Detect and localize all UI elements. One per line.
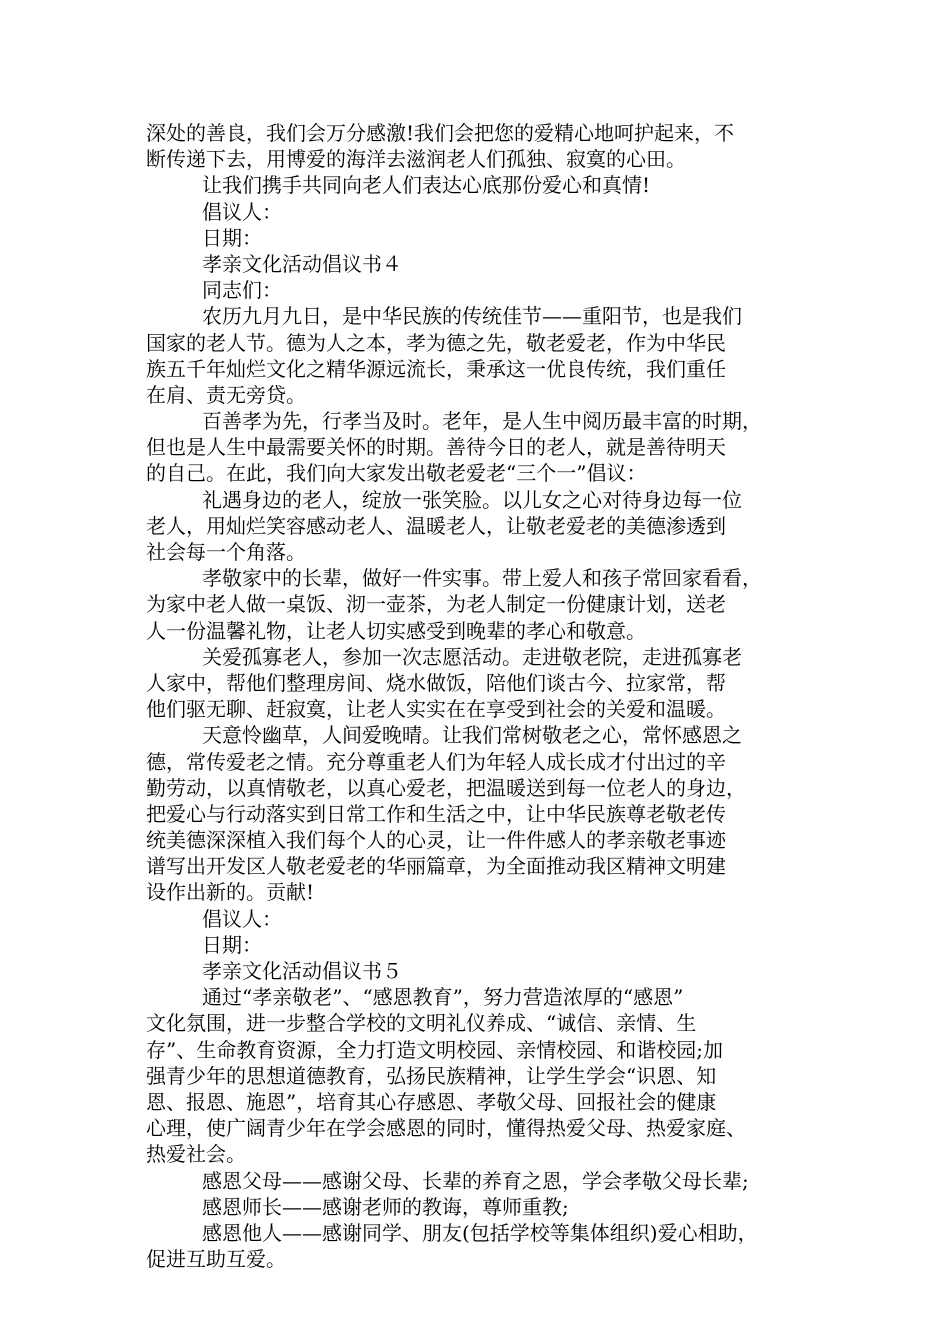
text-line: 强青少年的思想道德教育，弘扬民族精神，让学生学会“识恩、知	[146, 1063, 717, 1088]
text-line: 人一份温馨礼物，让老人切实感受到晚辈的孝心和敬意。	[146, 618, 646, 643]
text-line: 勤劳动，以真情敬老，以真心爱老，把温暖送到每一位老人的身边，	[146, 775, 746, 800]
text-line: 感恩他人——感谢同学、朋友(包括学校等集体组织)爱心相助，	[202, 1220, 758, 1245]
text-line: 农历九月九日，是中华民族的传统佳节——重阳节，也是我们	[202, 304, 742, 329]
text-line: 族五千年灿烂文化之精华源远流长，秉承这一优良传统，我们重任	[146, 356, 726, 381]
text-line: 恩、报恩、施恩”，培育其心存感恩、孝敬父母、回报社会的健康	[146, 1089, 717, 1114]
text-line: 文化氛围，进一步整合学校的文明礼仪养成、“诚信、亲情、生	[146, 1011, 697, 1036]
text-line: 促进互助互爱。	[146, 1247, 286, 1272]
text-line: 统美德深深植入我们每个人的心灵，让一件件感人的孝亲敬老事迹	[146, 828, 726, 853]
text-line: 感恩师长——感谢老师的教诲，尊师重教;	[202, 1194, 569, 1219]
text-line: 日期：	[202, 225, 262, 250]
text-line: 倡议人：	[202, 906, 282, 931]
text-line: 的自己。在此，我们向大家发出敬老爱老“三个一”倡议：	[146, 461, 647, 486]
text-line: 老人，用灿烂笑容感动老人、温暖老人，让敬老爱老的美德渗透到	[146, 513, 726, 538]
text-line: 他们驱无聊、赶寂寞，让老人实实在在享受到社会的关爱和温暖。	[146, 697, 726, 722]
text-line: 国家的老人节。德为人之本，孝为德之先，敬老爱老，作为中华民	[146, 330, 726, 355]
text-line: 通过“孝亲敬老”、“感恩教育”，努力营造浓厚的“感恩”	[202, 985, 684, 1010]
text-line: 孝亲文化活动倡议书５	[202, 959, 402, 983]
text-line: 德，常传爱老之情。充分尊重老人们为年轻人成长成才付出过的辛	[146, 749, 726, 774]
text-line: 热爱社会。	[146, 1142, 246, 1167]
text-line: 深处的善良，我们会万分感激!我们会把您的爱精心地呵护起来，不	[146, 121, 735, 145]
text-line: 关爱孤寡老人，参加一次志愿活动。走进敬老院，走进孤寡老	[202, 644, 742, 669]
text-line: 同志们：	[202, 278, 282, 303]
text-line: 社会每一个角落。	[146, 540, 306, 564]
text-line: 礼遇身边的老人，绽放一张笑脸。以儿女之心对待身边每一位	[202, 487, 742, 512]
text-line: 心理，使广阔青少年在学会感恩的同时，懂得热爱父母、热爱家庭、	[146, 1116, 746, 1141]
text-line: 天意怜幽草，人间爱晚晴。让我们常树敬老之心，常怀感恩之	[202, 723, 742, 748]
text-line: 感恩父母——感谢父母、长辈的养育之恩，学会孝敬父母长辈;	[202, 1168, 749, 1193]
text-line: 孝敬家中的长辈，做好一件实事。带上爱人和孩子常回家看看，	[202, 566, 762, 591]
text-line: 让我们携手共同向老人们表达心底那份爱心和真情!	[202, 173, 651, 198]
text-line: 百善孝为先，行孝当及时。老年，是人生中阅历最丰富的时期，	[202, 409, 762, 434]
text-line: 为家中老人做一桌饭、沏一壶茶，为老人制定一份健康计划，送老	[146, 592, 726, 617]
text-line: 日期：	[202, 932, 262, 957]
text-line: 倡议人：	[202, 199, 282, 224]
text-line: 存”、生命教育资源，全力打造文明校园、亲情校园、和谐校园;加	[146, 1037, 723, 1062]
text-line: 谱写出开发区人敬老爱老的华丽篇章，为全面推动我区精神文明建	[146, 854, 726, 879]
text-line: 在肩、责无旁贷。	[146, 382, 306, 407]
text-line: 设作出新的。贡献!	[146, 880, 315, 905]
text-line: 把爱心与行动落实到日常工作和生活之中，让中华民族尊老敬老传	[146, 801, 726, 826]
text-line: 孝亲文化活动倡议书４	[202, 251, 402, 276]
document-page	[146, 120, 812, 1272]
text-line: 但也是人生中最需要关怀的时期。善待今日的老人，就是善待明天	[146, 435, 726, 460]
text-line: 人家中，帮他们整理房间、烧水做饭，陪他们谈古今、拉家常，帮	[146, 670, 726, 695]
text-line: 断传递下去，用博爱的海洋去滋润老人们孤独、寂寞的心田。	[146, 147, 686, 172]
